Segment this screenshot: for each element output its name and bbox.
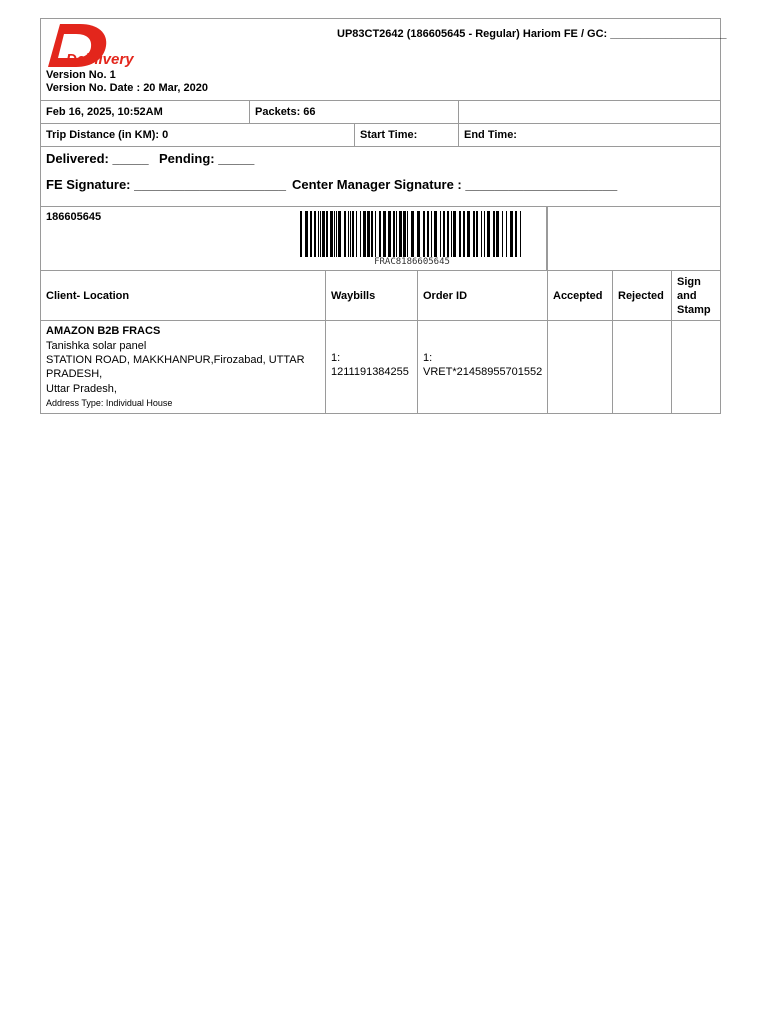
header-section: [40, 18, 727, 101]
col-client-location: Client- Location: [40, 270, 326, 321]
packets-cell: [249, 100, 459, 124]
col-waybills: Waybills: [325, 270, 418, 321]
date-time-cell: [40, 100, 250, 124]
center-manager-signature-field: Center Manager Signature : _____________________: [292, 177, 618, 192]
client-name: AMAZON B2B FRACS: [46, 325, 161, 337]
trip-id: 186605645: [46, 211, 102, 223]
delhivery-logo: [46, 21, 134, 69]
logo-graphic: [46, 21, 134, 69]
start-time-cell: [354, 123, 459, 147]
fe-signature-field: FE Signature: _____________________: [46, 177, 286, 192]
client-line-3: PRADESH,: [46, 368, 103, 380]
status-signature-section: [40, 146, 721, 207]
address-type: Address Type: Individual House: [46, 398, 173, 408]
client-line-2: STATION ROAD, MAKKHANPUR,Firozabad, UTTAR: [46, 354, 305, 366]
barcode-side-cell: [547, 206, 721, 271]
client-line-1: Tanishka solar panel: [46, 340, 147, 352]
version-no: Version No. 1: [46, 69, 116, 81]
table-row-accepted-cell[interactable]: [547, 320, 613, 414]
empty-info-cell: [458, 100, 721, 124]
delivered-field: Delivered: _____: [46, 151, 149, 166]
waybill-index: 1:: [331, 352, 341, 364]
packets-count: Packets: 66: [255, 106, 316, 118]
table-row-sign-cell[interactable]: [671, 320, 721, 414]
trip-distance: Trip Distance (in KM): 0: [46, 129, 169, 141]
trip-title: UP83CT2642 (186605645 - Regular) Hariom FE / GC: ___________________: [337, 28, 727, 40]
col-order-id: Order ID: [417, 270, 548, 321]
start-time: Start Time:: [360, 129, 418, 141]
trip-distance-cell: [40, 123, 355, 147]
table-row-client-cell: [40, 320, 326, 414]
date-time: Feb 16, 2025, 10:52AM: [46, 106, 163, 118]
col-rejected: Rejected: [612, 270, 672, 321]
table-row-rejected-cell[interactable]: [612, 320, 672, 414]
order-index: 1:: [423, 352, 433, 364]
logo-text: Delhivery: [66, 51, 134, 68]
col-accepted: Accepted: [547, 270, 613, 321]
barcode-text: FRAC8186605645: [374, 257, 450, 267]
pending-field: Pending: _____: [159, 151, 255, 166]
version-date: Version No. Date : 20 Mar, 2020: [46, 82, 209, 94]
barcode-cell: [40, 206, 548, 271]
end-time-cell: [458, 123, 721, 147]
table-row-order-cell: [417, 320, 548, 414]
end-time: End Time:: [464, 129, 517, 141]
waybill-number: 1211191384255: [331, 366, 409, 378]
col-sign-and-stamp: Sign and Stamp: [671, 270, 721, 321]
barcode: [299, 210, 525, 258]
client-line-4: Uttar Pradesh,: [46, 383, 117, 395]
order-id: VRET*21458955701552: [423, 366, 543, 378]
table-row-waybill-cell: [325, 320, 418, 414]
